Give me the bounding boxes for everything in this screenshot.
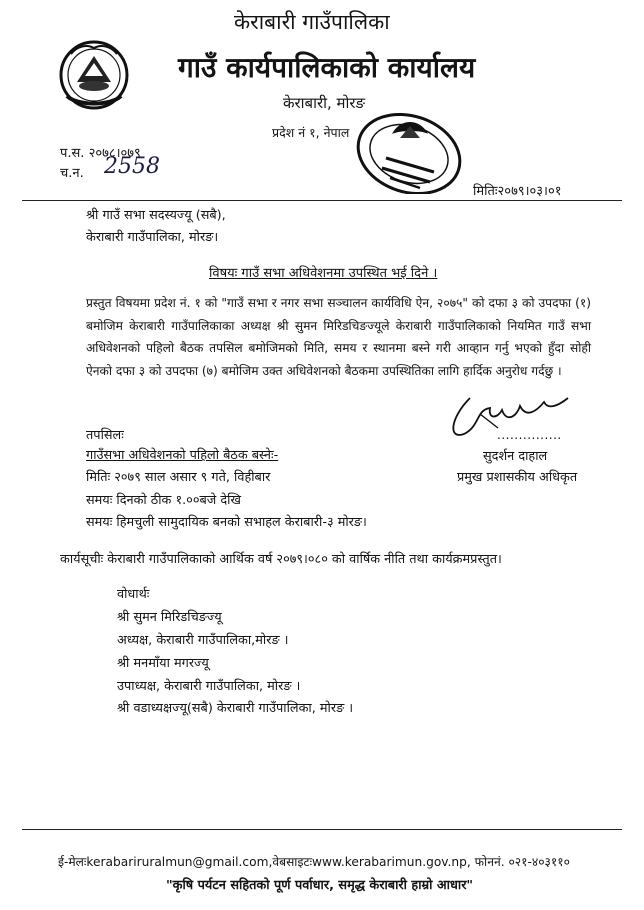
details-heading: तपसिलः xyxy=(86,428,124,443)
details-time: समयः दिनको ठीक १.००बजे देखि xyxy=(86,493,241,508)
office-title: गाउँ कार्यपालिकाको कार्यालय xyxy=(178,51,476,84)
reference-ps: प.स. २०७८।०७९ xyxy=(60,146,141,161)
cc-line-5: श्री वडाध्यक्षज्यू(सबै) केराबारी गाउँपालिका, मोरङ । xyxy=(117,701,354,716)
footer-rule xyxy=(22,829,622,830)
letter-body: प्रस्तुत विषयमा प्रदेश नं. १ को "गाउँ सभा र नगर सभा सञ्चालन कार्यविधि ऐन, २०७५" को दफा ३ को उपदफा (१) बमोजिम केराबारी गाउँपालिकाका अध्यक्ष श्री सुमन मिरिडचिङज्यूले केराबारी गाउँपालिकाको नियमित गाउँ सभा अधिवेशनको पहिलो बैठक तपसिल बमोजिमको मिति, समय र स्थानमा बस्ने गरी आव्हान गर्नु भएको हुँदा सोही ऐनको दफा ३ को उपदफा (७) बमोजिम उक्त अधिवेशनको बैठकमा उपस्थितिका लागि हार्दिक अनुरोध गर्दछु । xyxy=(86,296,591,378)
signatory-name: सुदर्शन दाहाल xyxy=(483,449,548,464)
top-rule xyxy=(22,200,622,201)
office-seal-stamp-icon xyxy=(350,108,468,194)
cc-heading: वोधार्थः xyxy=(117,587,150,602)
reference-cn-handwritten: 2558 xyxy=(104,154,160,179)
footer-contact: ई-मेलःkerabariruralmun@gmail.com,वेबसाइटःwww.kerabarimun.gov.np, फोननं. ०२१-४०३११० xyxy=(58,855,570,869)
nepal-government-emblem-icon xyxy=(57,38,131,110)
letter-subject: विषयः गाउँ सभा अधिवेशनमा उपस्थित भई दिने । xyxy=(209,266,438,281)
cc-line-2: अध्यक्ष, केराबारी गाउँपालिका,मोरङ । xyxy=(117,633,289,648)
letter-date: मितिः२०७९।०३।०१ xyxy=(473,184,562,199)
cc-line-4: उपाध्यक्ष, केराबारी गाउँपालिका, मोरङ । xyxy=(117,679,301,694)
recipient-line-2: केराबारी गाउँपालिका, मोरङ। xyxy=(86,230,219,245)
footer-motto: "कृषि पर्यटन सहितको पूर्ण पर्वाधार, समृद्ध केराबारी हाम्रो आधार" xyxy=(166,878,474,893)
cc-line-3: श्री मनमाँया मगरज्यू xyxy=(117,656,209,671)
agenda-line: कार्यसूचीः केराबारी गाउँपालिकाको आर्थिक वर्ष २०७९।०८० को वार्षिक नीति तथा कार्यक्रमप्रस्तुत। xyxy=(60,552,502,567)
details-date: मितिः २०७९ साल असार ९ गते, विहीबार xyxy=(86,470,271,485)
cc-line-1: श्री सुमन मिरिडचिङज्यू xyxy=(117,610,222,625)
office-address: केराबारी, मोरङ xyxy=(283,94,366,112)
signatory-title: प्रमुख प्रशासकीय अधिकृत xyxy=(457,470,578,485)
office-province: प्रदेश नं १, नेपाल xyxy=(272,125,350,140)
signature-dots: ............... xyxy=(497,428,562,442)
municipality-name: केराबारी गाउँपालिका xyxy=(234,10,390,34)
details-subheading: गाउँसभा अधिवेशनको पहिलो बैठक बस्नेः- xyxy=(86,448,279,463)
recipient-line-1: श्री गाउँ सभा सदस्यज्यू (सबै), xyxy=(86,208,226,223)
reference-cn-label: च.न. xyxy=(60,166,84,181)
details-place: समयः हिमचुली सामुदायिक बनको सभाहल केराबारी-३ मोरङ। xyxy=(86,515,367,530)
